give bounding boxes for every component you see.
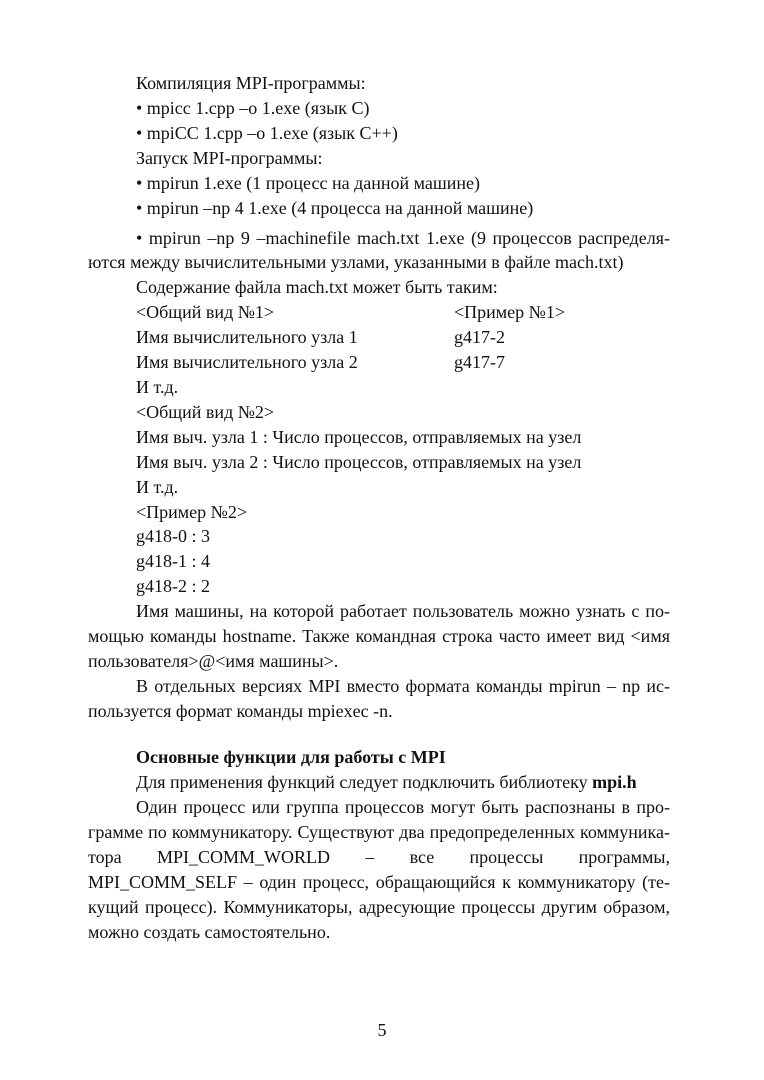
table-cell: Имя вычислительного узла 1 bbox=[136, 327, 358, 347]
text-line: Запуск MPI-программы: bbox=[136, 148, 323, 168]
table-cell: <Пример №1> bbox=[454, 302, 565, 322]
paragraph-line bbox=[88, 624, 670, 648]
page-number: 5 bbox=[377, 1020, 387, 1040]
text-line bbox=[136, 770, 637, 794]
text-line: ются между вычислительными узлами, указанными в файле mach.txt) bbox=[88, 252, 624, 272]
text-line-body: Для применения функций следует подключить библиотеку bbox=[136, 772, 588, 792]
bullet-item: • mpiCC 1.cpp –o 1.exe (язык С++) bbox=[136, 123, 398, 143]
paragraph-line-text: Имя машины, на которой работает пользователь можно узнать с по- bbox=[136, 601, 670, 621]
paragraph-line-text: мощью команды hostname. Также командная строка часто имеет вид <имя bbox=[88, 626, 670, 646]
text-line: пользователя>@<имя машины>. bbox=[88, 651, 339, 671]
paragraph-line bbox=[88, 870, 670, 894]
text-line: <Общий вид №2> bbox=[136, 402, 275, 422]
paragraph-line-text: грамме по коммуникатору. Существуют два предопределенных коммуника- bbox=[88, 822, 670, 842]
bullet-item-text: • mpirun –np 9 –machinefile mach.txt 1.exe (9 процессов распределя- bbox=[136, 228, 670, 248]
table-cell: g417-2 bbox=[454, 327, 505, 347]
text-line: Имя выч. узла 2 : Число процессов, отправляемых на узел bbox=[136, 452, 582, 472]
text-line: g418-2 : 2 bbox=[136, 576, 210, 596]
paragraph-line-text: тора MPI_COMM_WORLD – все процессы программы, bbox=[88, 847, 670, 867]
paragraph-line bbox=[88, 845, 670, 869]
paragraph-line bbox=[136, 599, 670, 623]
paragraph-line bbox=[136, 674, 670, 698]
text-line: <Пример №2> bbox=[136, 502, 247, 522]
table-cell: g417-7 bbox=[454, 352, 505, 372]
paragraph-line-text: MPI_COMM_SELF – один процесс, обращающийся к коммуникатору (те- bbox=[88, 872, 670, 892]
bullet-item: • mpicc 1.cpp –o 1.exe (язык С) bbox=[136, 98, 370, 118]
bullet-item: • mpirun 1.exe (1 процесс на данной машине) bbox=[136, 173, 480, 193]
bullet-item bbox=[136, 226, 670, 250]
text-line: Имя выч. узла 1 : Число процессов, отправляемых на узел bbox=[136, 427, 582, 447]
paragraph-line-text: Один процесс или группа процессов могут быть распознаны в про- bbox=[136, 797, 670, 817]
text-line: И т.д. bbox=[136, 477, 179, 497]
text-line: g418-0 : 3 bbox=[136, 526, 210, 546]
bullet-item: • mpirun –np 4 1.exe (4 процесса на данной машине) bbox=[136, 198, 534, 218]
paragraph-line bbox=[88, 820, 670, 844]
paragraph-line bbox=[88, 895, 670, 919]
paragraph-line-text: кущий процесс). Коммуникаторы, адресующие процессы другим образом, bbox=[88, 897, 670, 917]
table-cell: <Общий вид №1> bbox=[136, 302, 275, 322]
text-line: Компиляция MPI-программы: bbox=[136, 73, 366, 93]
library-name: mpi.h bbox=[592, 772, 637, 792]
text-line: можно создать самостоятельно. bbox=[88, 922, 331, 942]
text-line: пользуется формат команды mpiexec -n. bbox=[88, 701, 393, 721]
table-cell: Имя вычислительного узла 2 bbox=[136, 352, 358, 372]
paragraph-line bbox=[136, 795, 670, 819]
text-line: Содержание файла mach.txt может быть таким: bbox=[136, 277, 498, 297]
paragraph-line-text: В отдельных версиях MPI вместо формата команды mpirun – np ис- bbox=[136, 676, 670, 696]
text-line: И т.д. bbox=[136, 377, 179, 397]
section-heading: Основные функции для работы с MPI bbox=[136, 747, 446, 767]
text-line: g418-1 : 4 bbox=[136, 551, 210, 571]
